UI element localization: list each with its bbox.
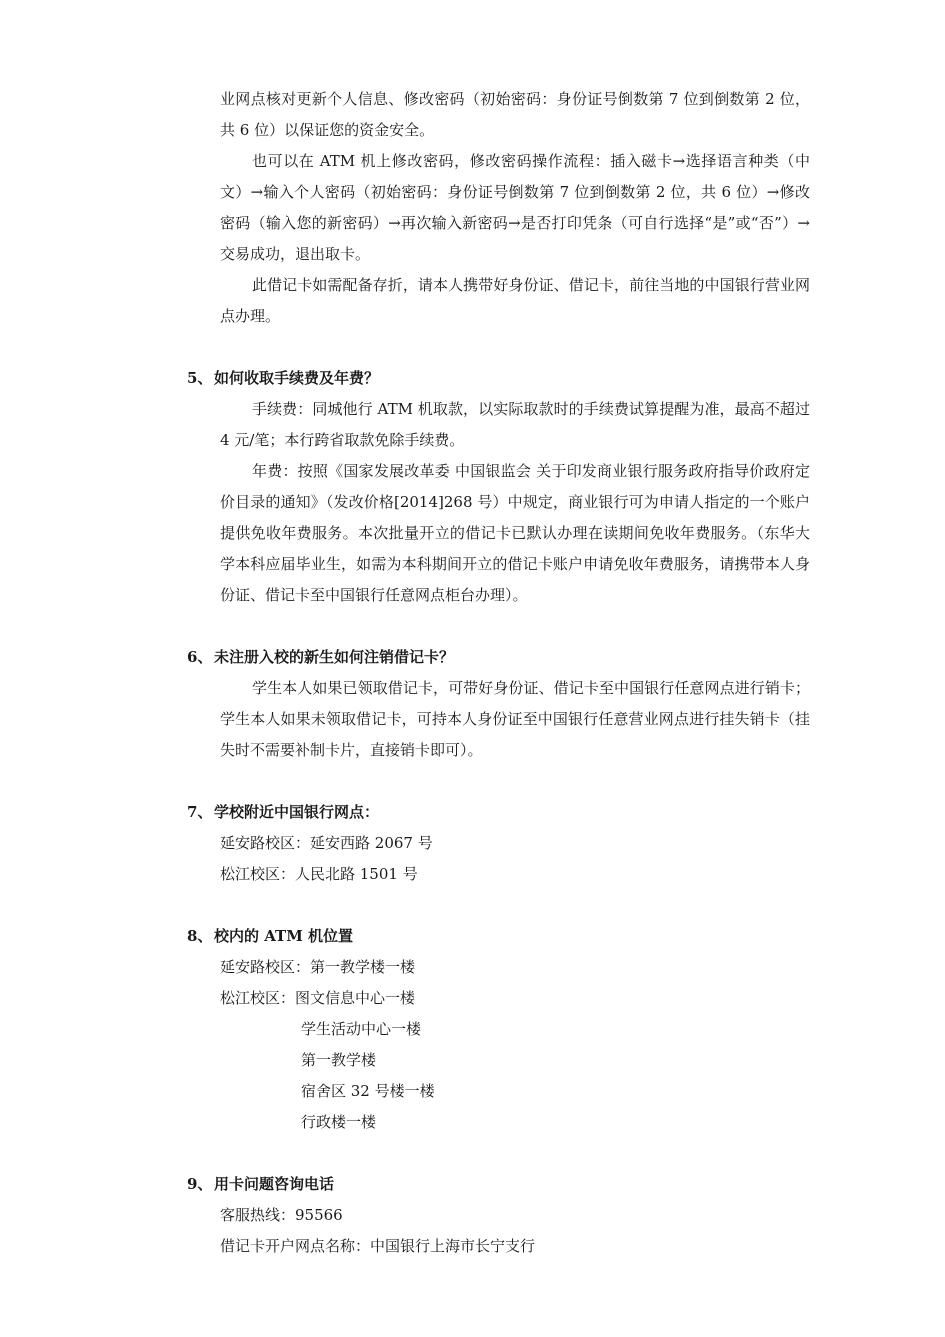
intro-paragraph-3: 此借记卡如需配备存折，请本人携带好身份证、借记卡，前往当地的中国银行营业网点办理。 [220,276,810,325]
section-7-heading [187,797,810,828]
section-6-title: 未注册入校的新生如何注销借记卡？ [214,648,455,666]
section-5-number: 5、 [187,369,213,387]
atm-location-student-center: 学生活动中心一楼 [301,1020,422,1038]
section-6-paragraph-1: 学生本人如果已领取借记卡，可带好身份证、借记卡至中国银行任意网点进行销卡；学生本人如果未领取借记卡，可持本人身份证至中国银行任意营业网点进行挂失销卡（挂失时不需要补制卡片，直接销卡即可）。 [220,679,810,759]
section-6-heading [187,642,810,673]
atm-location-admin-building: 行政楼一楼 [301,1113,377,1131]
section-5-body [220,394,810,611]
section-8-heading [187,921,810,952]
atm-location-dormitory: 宿舍区 32 号楼一楼 [301,1082,435,1100]
atm-location-songjiang: 松江校区：图文信息中心一楼 [220,989,416,1007]
branch-yanan: 延安路校区：延安西路 2067 号 [220,834,433,852]
section-5-title: 如何收取手续费及年费？ [214,369,380,387]
section-6-body [220,673,810,766]
intro-paragraph-1: 业网点核对更新个人信息、修改密码（初始密码：身份证号倒数第 7 位到倒数第 2 位，共 6 位）以保证您的资金安全。 [220,90,810,139]
section-8-title: 校内的 ATM 机位置 [214,927,354,945]
intro-paragraph-2: 也可以在 ATM 机上修改密码，修改密码操作流程：插入磁卡→选择语言种类（中文）→输入个人密码（初始密码：身份证号倒数第 7 位到倒数第 2 位，共 6 位）→修改密码（输入您的新密码）→再次输入新密码→是否打印凭条（可自行选择“是”或“否”）→交易成功，退出取卡。 [220,152,810,263]
section-9-title: 用卡问题咨询电话 [214,1175,335,1193]
section-5-paragraph-2: 年费：按照《国家发展改革委 中国银监会 关于印发商业银行服务政府指导价政府定价目录的通知》（发改价格[2014]268 号）中规定，商业银行可为申请人指定的一个账户提供免收年费服务。本次批量开立的借记卡已默认办理在读期间免收年费服务。（东华大学本科应届毕业生，如需为本科期间开立的借记卡账户申请免收年费服务，请携带本人身份证、借记卡至中国银行任意网点柜台办理）。 [220,462,810,604]
section-7-title: 学校附近中国银行网点： [214,803,380,821]
section-7-number: 7、 [187,803,213,821]
branch-songjiang: 松江校区：人民北路 1501 号 [220,865,418,883]
section-5-paragraph-1: 手续费：同城他行 ATM 机取款，以实际取款时的手续费试算提醒为准，最高不超过 4 元/笔；本行跨省取款免除手续费。 [220,400,810,449]
atm-location-yanan: 延安路校区：第一教学楼一楼 [220,958,416,976]
section-6-number: 6、 [187,648,213,666]
atm-location-teaching-building: 第一教学楼 [301,1051,377,1069]
service-hotline: 客服热线：95566 [220,1206,343,1224]
section-5-heading [187,363,810,394]
intro-block [220,84,810,332]
section-9-number: 9、 [187,1175,213,1193]
section-8-number: 8、 [187,927,213,945]
section-9-heading [187,1169,810,1200]
account-branch-name: 借记卡开户网点名称：中国银行上海市长宁支行 [220,1237,536,1255]
